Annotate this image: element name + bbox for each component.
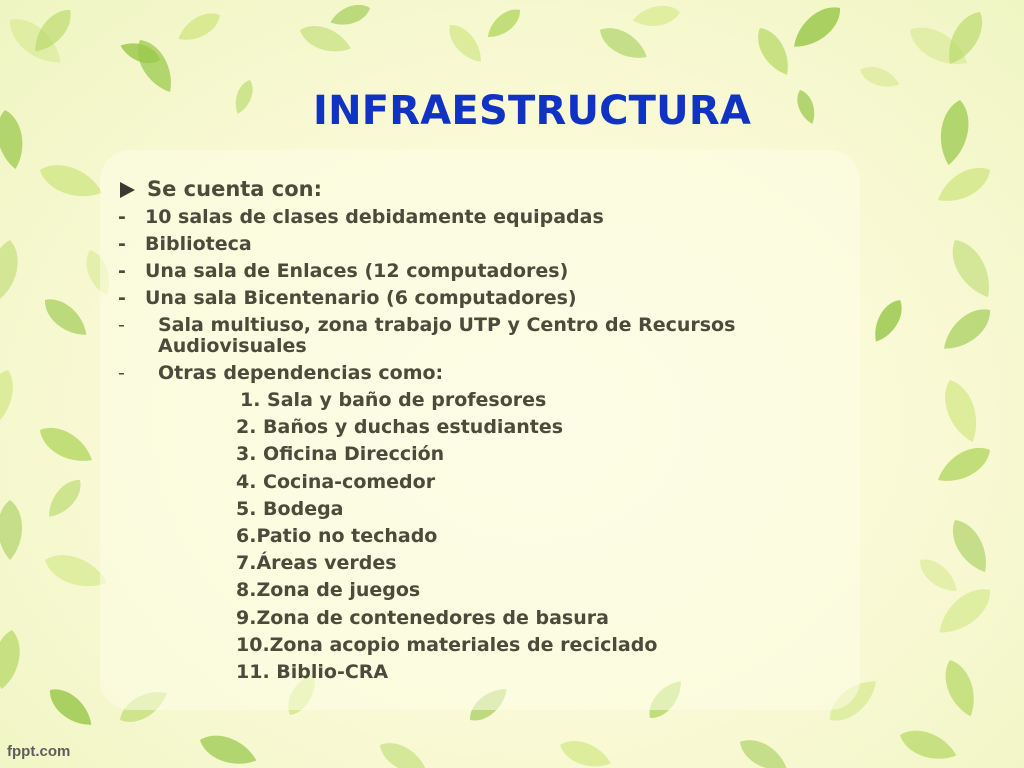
leaf-shape [38, 292, 93, 343]
slide-body [118, 175, 878, 686]
leaf-shape [932, 160, 996, 211]
triangle-right-icon [120, 182, 135, 198]
footer-brand: fppt.com [7, 743, 71, 760]
dash-marker: - [118, 362, 125, 384]
leaf-shape [0, 238, 22, 301]
leaf-shape [914, 553, 963, 599]
leaf-shape [556, 735, 614, 768]
intro-text: Se cuenta con: [147, 177, 323, 201]
list-item: 4. Cocina-comedor [236, 470, 436, 493]
leaf-shape [896, 724, 961, 767]
leaf-shape [631, 3, 682, 30]
leaf-shape [35, 158, 106, 205]
list-item: 5. Bodega [236, 497, 344, 520]
leaf-shape [938, 375, 985, 446]
dependencies-list [118, 387, 878, 686]
dash-marker: - [118, 287, 126, 309]
leaf-shape [0, 500, 22, 560]
leaf-shape [735, 733, 793, 768]
list-item: 1. Sala y baño de profesores [240, 389, 547, 411]
dash-item-text: 10 salas de clases debidamente equipadas [145, 206, 604, 228]
leaf-shape [0, 628, 24, 691]
list-item: 2. Baños y duchas estudiantes [236, 416, 564, 439]
leaf-shape [932, 440, 996, 491]
leaf-shape [196, 729, 261, 768]
leaf-shape [0, 365, 20, 436]
leaf-shape [296, 20, 354, 59]
dash-item-text: Una sala Bicentenario (6 computadores) [145, 287, 577, 309]
leaf-shape [174, 7, 225, 48]
list-item: 11. Biblio-CRA [236, 661, 389, 684]
leaf-shape [34, 420, 98, 471]
dash-marker: - [118, 233, 126, 255]
list-item: 7.Áreas verdes [236, 552, 397, 575]
leaf-shape [328, 0, 373, 30]
leaf-shape [482, 4, 525, 44]
dash-item-text: Otras dependencias como: [158, 362, 444, 384]
dash-marker: - [118, 206, 126, 228]
dash-marker: - [118, 260, 126, 282]
dash-item [118, 360, 878, 387]
dash-item [118, 204, 878, 231]
intro-line [118, 175, 878, 204]
list-item: 3. Oficina Dirección [236, 443, 445, 466]
leaf-shape [43, 682, 98, 733]
list-item: 9.Zona de contenedores de basura [236, 606, 609, 629]
dash-item-text: Biblioteca [145, 233, 252, 255]
leaf-shape [375, 736, 433, 768]
dash-item [118, 312, 878, 360]
slide-title: INFRAESTRUCTURA [312, 88, 752, 134]
dash-item-text: Sala multiuso, zona trabajo UTP y Centro de Recursos Audiovisuales [158, 314, 736, 357]
leaf-shape [939, 656, 982, 721]
dash-item [118, 258, 878, 285]
leaf-shape [936, 301, 997, 358]
leaf-shape [786, 0, 847, 56]
list-item: 8.Zona de juegos [236, 579, 421, 602]
list-item: 6.Patio no techado [236, 525, 438, 548]
dash-item-text: Una sala de Enlaces (12 computadores) [145, 260, 569, 282]
leaf-shape [595, 21, 653, 67]
dash-marker: - [118, 314, 125, 336]
leaf-shape [443, 19, 489, 68]
list-item: 10.Zona acopio materiales de reciclado [236, 633, 658, 656]
leaf-shape [42, 474, 88, 523]
leaf-shape [751, 23, 797, 81]
leaf-shape [945, 514, 996, 578]
leaf-shape [931, 580, 999, 643]
dash-item [118, 231, 878, 258]
leaf-shape [944, 233, 1000, 303]
dash-item [118, 285, 878, 312]
